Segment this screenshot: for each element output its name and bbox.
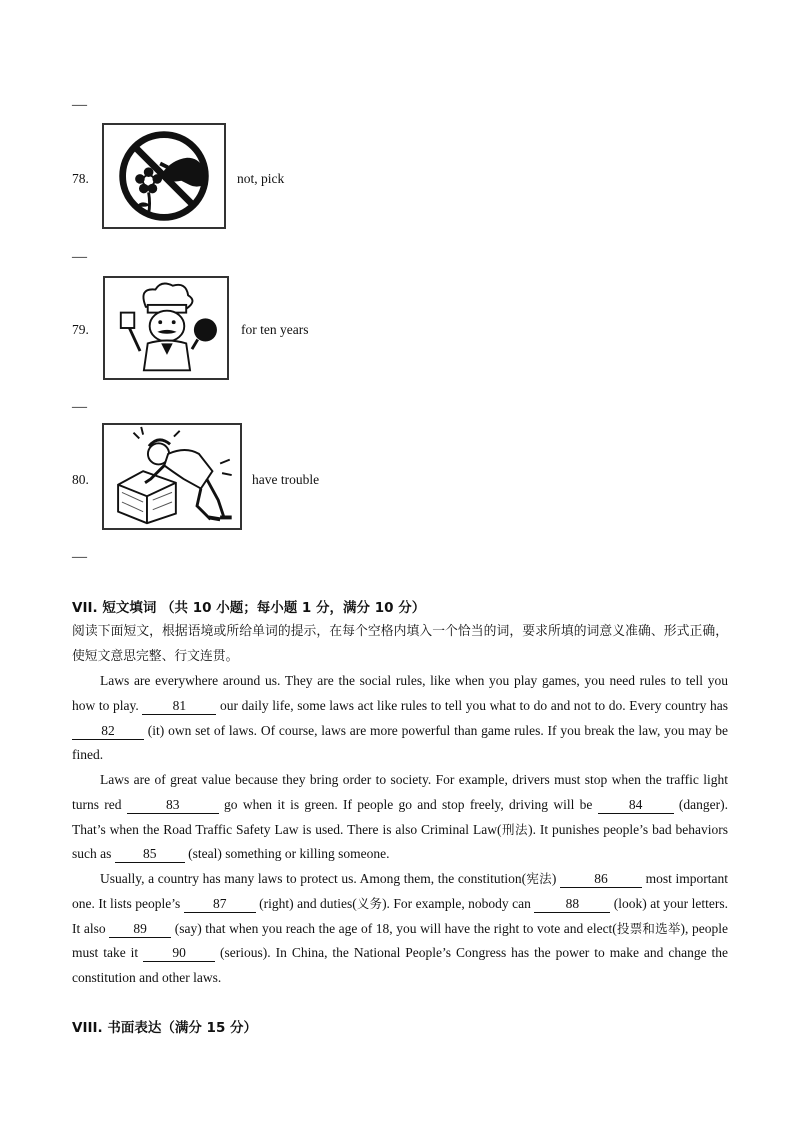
passage-paragraph-1: Laws are everywhere around us. They are the social rules, like when you play games, you need rules to tell you how to play. 81 our daily life, some laws act like rules to tell you what to do and not to do. Every country has 82 (it) own set of laws. Of course, laws are more powerful than game rules. If you break the law, you may be fined. [72,673,728,763]
question-hint-78: not, pick [237,171,285,186]
question-number-78: 78. [72,171,89,186]
no-picking-flowers-icon [102,123,226,229]
answer-dash: — [72,97,87,113]
passage-paragraph-2: Laws are of great value because they bring order to society. For example, drivers must stop when the traffic light turns red 83 go when it is green. If people go and stop freely, driving will be 84 (danger). That’s when the Road Traffic Safety Law is used. There is also Criminal Law(刑法). It punishes people’s bad behaviors such as 85 (steal) something or killing someone. [72,772,728,862]
section-7-title: VII. 短文填词 （共 10 小题；每小题 1 分，满分 10 分） [72,600,426,616]
blank-89[interactable]: 89 [109,921,171,938]
question-number-79: 79. [72,322,89,337]
man-lifting-box-icon [102,423,242,530]
blank-85[interactable]: 85 [115,846,185,863]
passage-paragraph-3: Usually, a country has many laws to protect us. Among them, the constitution(宪法) 86 most important one. It lists people’s 87 (right) and duties(义务). For example, nobody can 88 (look) at your letters. It also 89 (say) that when you reach the age of 18, you will have the right to vote and elect(投票和选举), people must take it 90 (serious). In China, the National People’s Congress has the power to make and change the constitution and other laws. [72,871,729,986]
answer-dash: — [72,549,87,565]
blank-87[interactable]: 87 [184,896,256,913]
blank-84[interactable]: 84 [598,797,674,814]
chef-icon [103,276,229,380]
blank-81[interactable]: 81 [142,698,216,715]
blank-82[interactable]: 82 [72,723,144,740]
section-8-title: VIII. 书面表达（满分 15 分） [72,1020,258,1036]
section-7-instruction: 阅读下面短文，根据语境或所给单词的提示，在每个空格内填入一个恰当的词，要求所填的词意义准确、形式正确，使短文意思完整、行文连贯。 [72,624,728,664]
question-hint-79: for ten years [241,322,309,337]
blank-86[interactable]: 86 [560,871,642,888]
blank-90[interactable]: 90 [143,945,215,962]
answer-dash: — [72,249,87,265]
answer-dash: — [72,399,87,415]
question-number-80: 80. [72,472,89,487]
blank-88[interactable]: 88 [534,896,610,913]
blank-83[interactable]: 83 [127,797,219,814]
question-hint-80: have trouble [252,472,320,487]
